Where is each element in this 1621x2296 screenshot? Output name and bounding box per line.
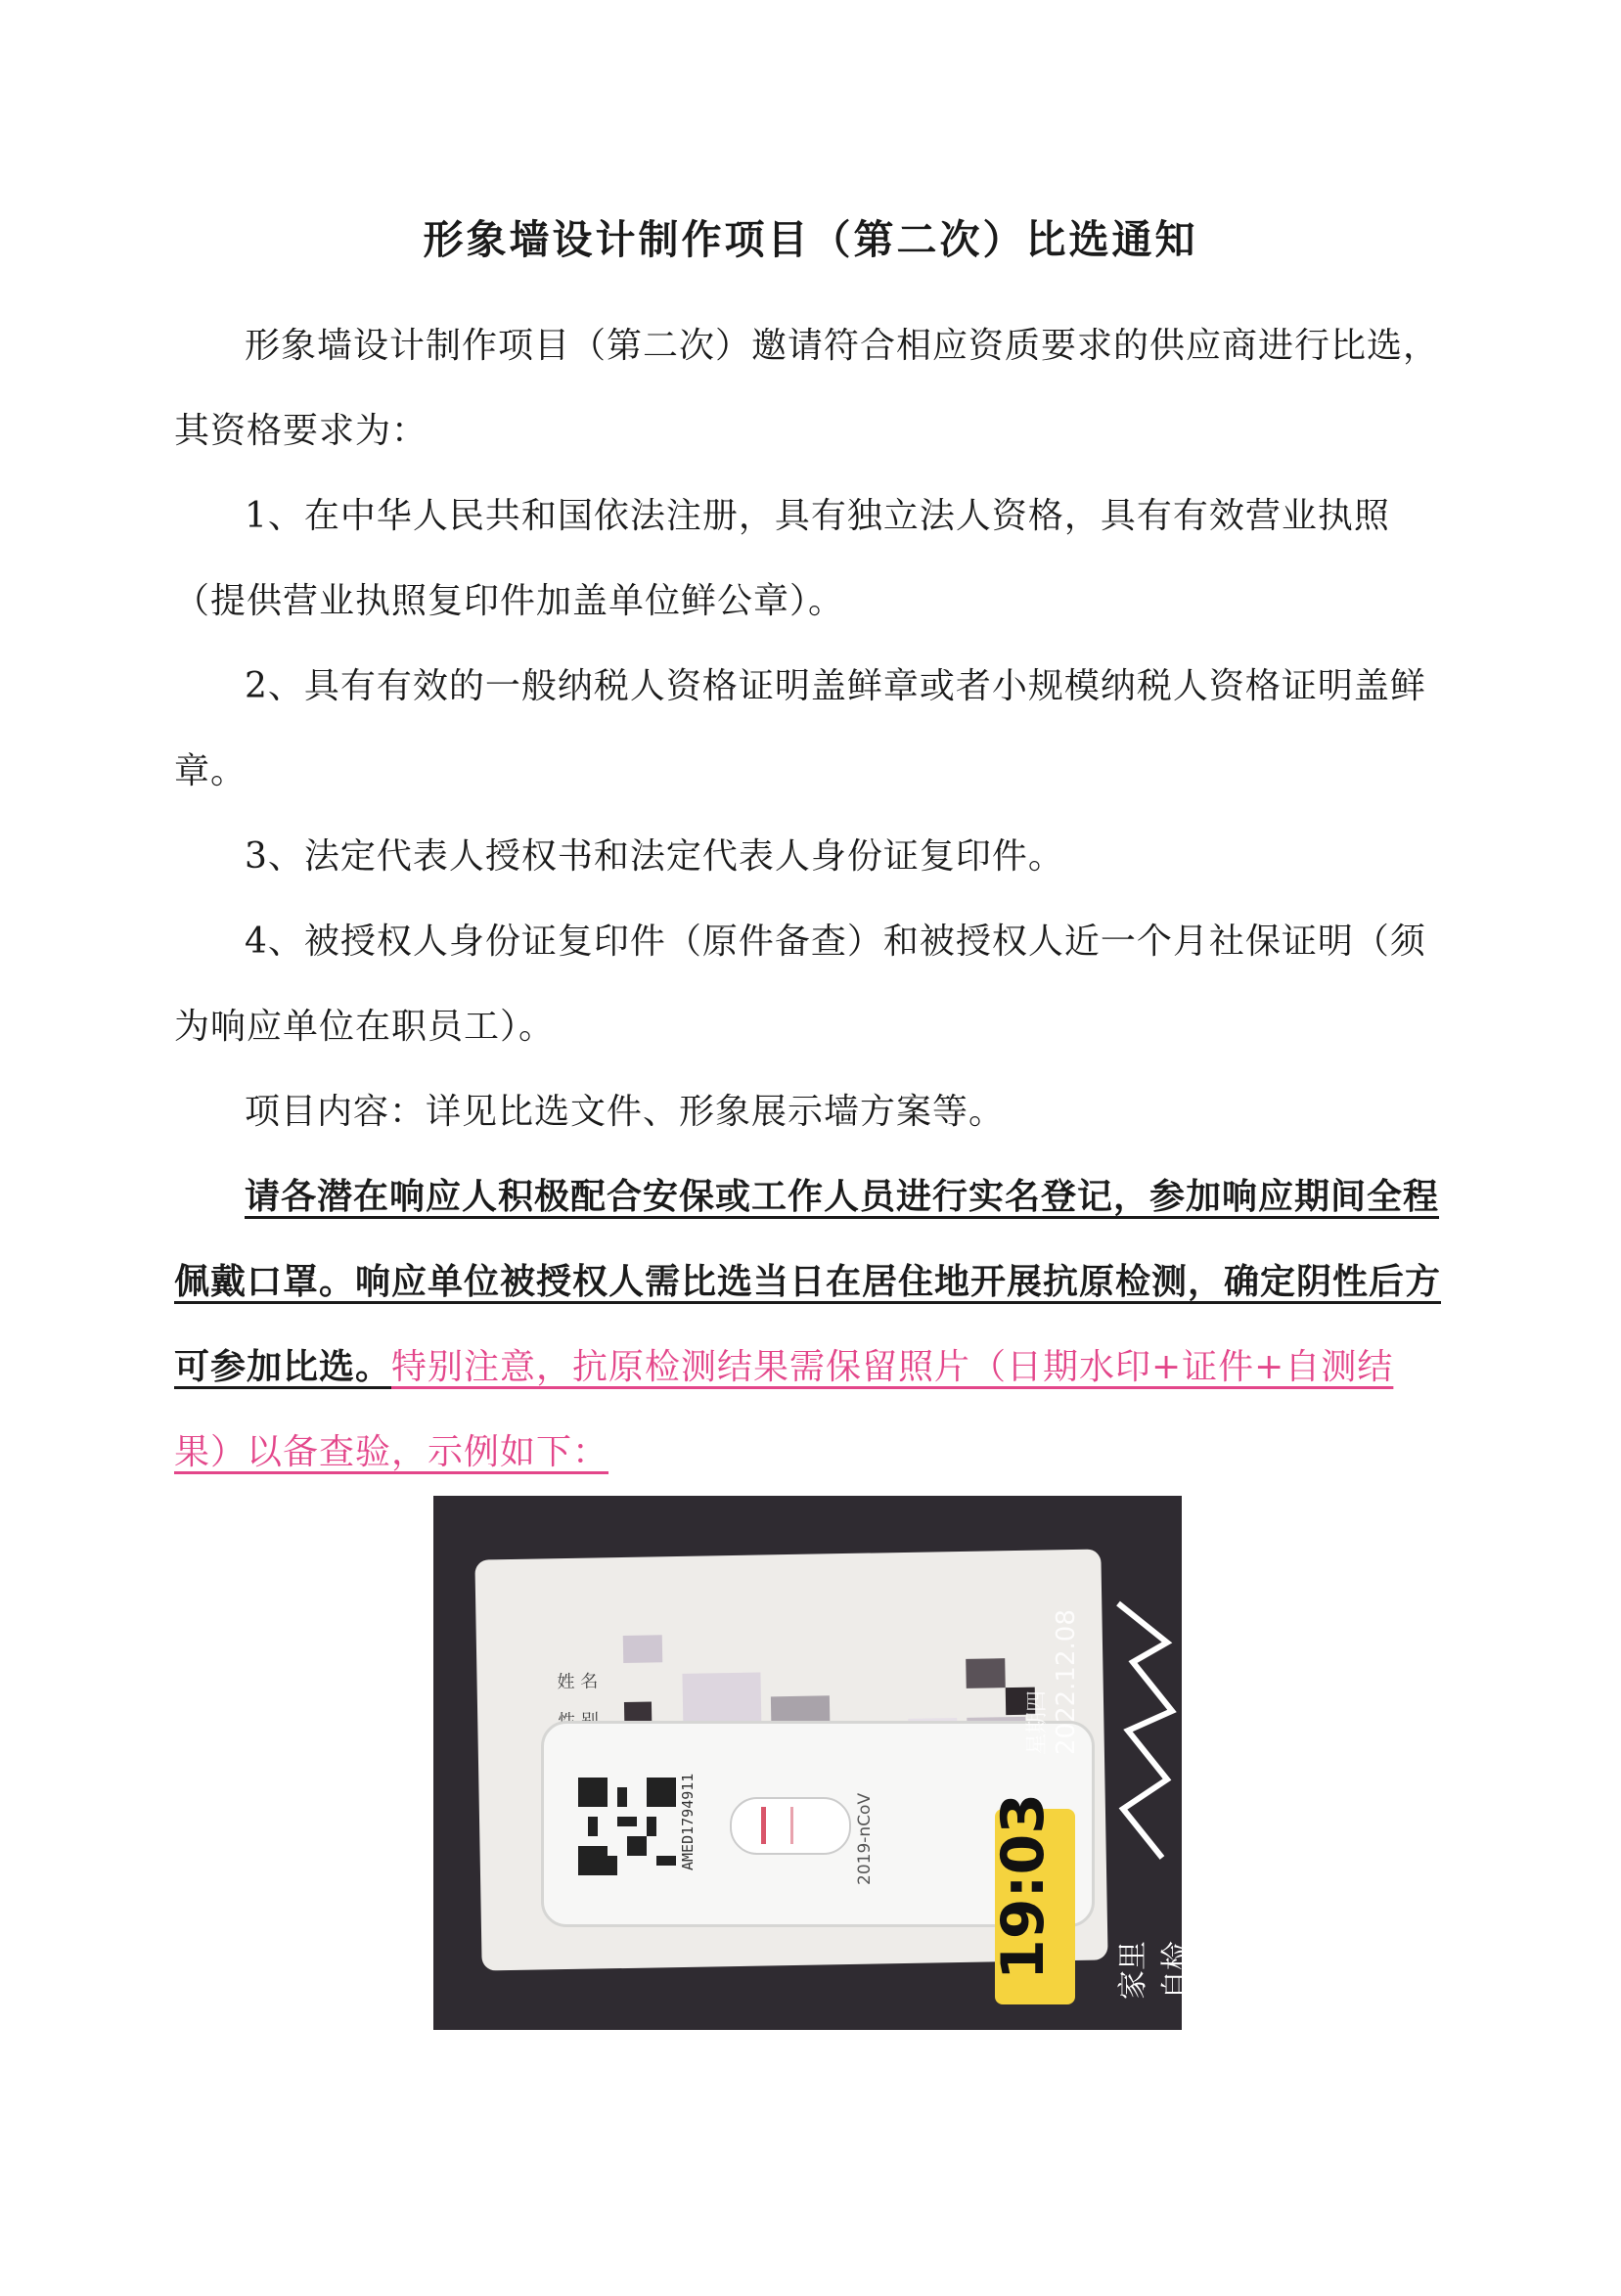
test-model-label: 2019-nCoV: [855, 1792, 875, 1885]
notice-paragraph: [174, 1154, 1444, 1495]
test-serial-number: AMED1794911: [679, 1773, 697, 1870]
notice-highlight-text: 特别注意，抗原检测结果需保留照片（日期水印+证件+自测结果）以备查验，示例如下：: [174, 1347, 1394, 1472]
watermark-app-label: 家里自检: [1116, 1941, 1193, 2000]
mosaic-block: [623, 1635, 662, 1663]
requirement-3: 3、法定代表人授权书和法定代表人身份证复印件。: [245, 836, 1064, 877]
decorative-pattern-icon: [1108, 1584, 1177, 1877]
antigen-test-example-photo: [433, 1496, 1193, 2030]
control-line: [761, 1807, 766, 1844]
test-result-window: [730, 1797, 851, 1855]
watermark-time: 19:03: [989, 1793, 1058, 1980]
requirement-1: 1、在中华人民共和国依法注册，具有独立法人资格，具有有效营业执照（提供营业执照复印件加盖单位鲜公章）。: [174, 496, 1390, 621]
mosaic-block: [966, 1658, 1006, 1688]
card-label-name: 姓 名: [557, 1671, 599, 1693]
watermark-weekday: 星期四: [1025, 1689, 1050, 1755]
qr-code-icon: [578, 1778, 676, 1875]
project-content: 项目内容：详见比选文件、形象展示墙方案等。: [245, 1092, 1006, 1132]
requirement-4: 4、被授权人身份证复印件（原件备查）和被授权人近一个月社保证明（须为响应单位在职员工）。: [174, 922, 1426, 1047]
document-title: 形象墙设计制作项目（第二次）比选通知: [423, 216, 1198, 263]
intro-paragraph: 形象墙设计制作项目（第二次）邀请符合相应资质要求的供应商进行比选，其资格要求为：: [174, 326, 1440, 451]
watermark-date: 2022.12.08: [1052, 1609, 1081, 1755]
document-body: [174, 303, 1444, 1495]
notice-bold-text: 请各潜在响应人积极配合安保或工作人员进行实名登记，参加响应期间全程佩戴口罩。响应单位被授权人需比选当日在居住地开展抗原检测，确定阴性后方可参加比选。: [174, 1176, 1442, 1387]
requirement-2: 2、具有有效的一般纳税人资格证明盖鲜章或者小规模纳税人资格证明盖鲜章。: [174, 666, 1426, 791]
test-line: [790, 1807, 793, 1844]
